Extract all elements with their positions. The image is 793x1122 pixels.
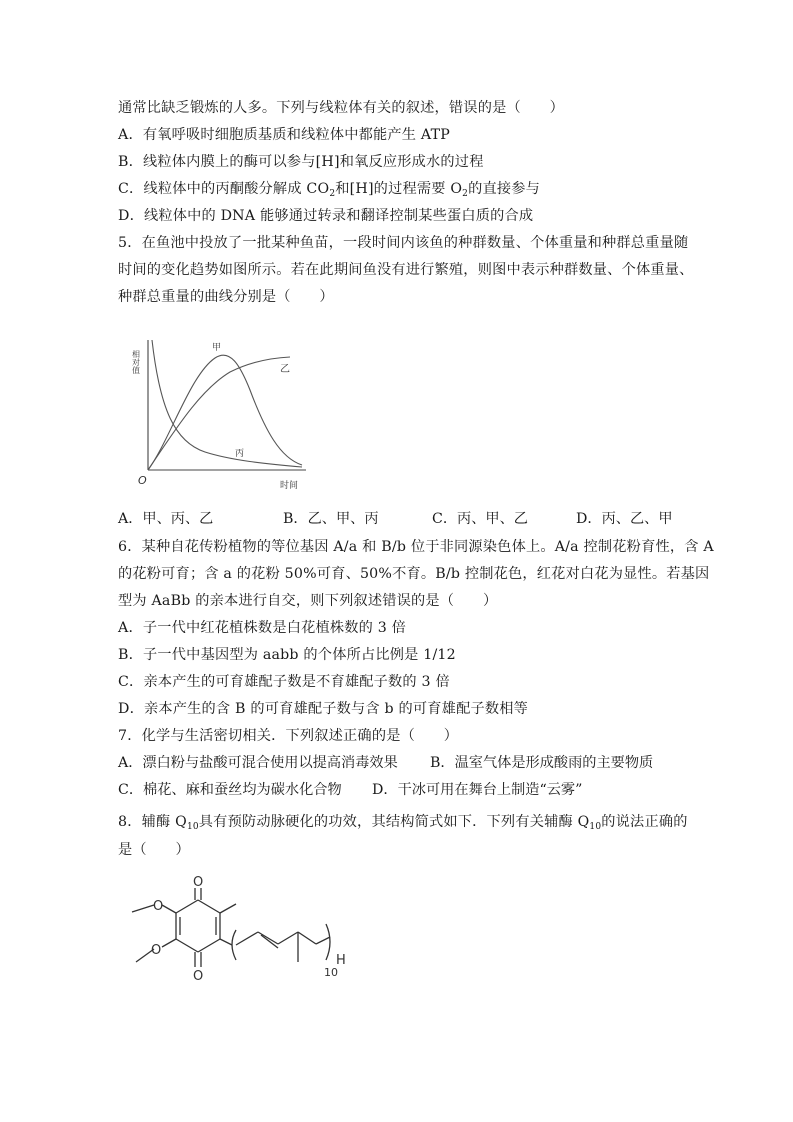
q5-label-yi: 乙 [280, 364, 290, 375]
q8-stem-line1: 8．辅酶 $Q_{10}$具有预防动脉硬化的功效，其结构简式如下．下列有关辅酶 $Q_{10}$的说法正确的 [118, 814, 688, 832]
q5-option-a: A．甲、丙、乙 [118, 511, 214, 527]
q8-atom-o-top: O [193, 875, 204, 890]
q4-option-a: A．有氧呼吸时细胞质基质和线粒体中都能产生 ATP [118, 127, 450, 143]
q6-stem-line1: 6．某种自花传粉植物的等位基因 A/a 和 B/b 位于非同源染色体上。A/a 控制花粉育性，含 A [118, 539, 714, 555]
q7-option-a: A．漂白粉与盐酸可混合使用以提高消毒效果 [118, 755, 398, 771]
q6-option-d: D．亲本产生的含 B 的可育雄配子数与含 b 的可育雄配子数相等 [118, 701, 529, 717]
q7-option-b: B．温室气体是形成酸雨的主要物质 [430, 755, 654, 771]
q5-option-b: B．乙、甲、丙 [283, 511, 379, 527]
q5-stem-line1: 5．在鱼池中投放了一批某种鱼苗，一段时间内该鱼的种群数量、个体重量和种群总重量随 [118, 235, 689, 251]
q4-stem-tail: 通常比缺乏锻炼的人多。下列与线粒体有关的叙述，错误的是（ ） [118, 100, 565, 116]
q5-stem-line3: 种群总重量的曲线分别是（ ） [118, 289, 334, 305]
q7-stem: 7．化学与生活密切相关．下列叙述正确的是（ ） [118, 728, 459, 744]
q5-origin-label: O [138, 474, 147, 487]
q7-option-c: C．棉花、麻和蚕丝均为碳水化合物 [118, 782, 342, 798]
q5-stem-line2: 时间的变化趋势如图所示。若在此期间鱼没有进行繁殖，则图中表示种群数量、个体重量、 [118, 262, 694, 278]
q5-option-c: C．丙、甲、乙 [432, 511, 528, 527]
q6-stem-line2: 的花粉可育；含 a 的花粉 50%可育、50%不育。B/b 控制花色，红花对白花为显性。若基因 [118, 566, 710, 582]
q5-label-jia: 甲 [212, 343, 222, 353]
q5-option-d: D．丙、乙、甲 [576, 511, 673, 527]
q5-y-label: 相对值 [131, 350, 141, 374]
q8-atom-o-methoxy-top: O [153, 899, 164, 914]
q5-label-bing: 丙 [235, 449, 245, 459]
q8-atom-o-methoxy-bottom: O [151, 943, 162, 958]
q4-option-d: D．线粒体中的 DNA 能够通过转录和翻译控制某些蛋白质的合成 [118, 208, 534, 224]
q6-stem-line3: 型为 AaBb 的亲本进行自交，则下列叙述错误的是（ ） [118, 593, 498, 609]
q6-option-a: A．子一代中红花植株数是白花植株数的 3 倍 [118, 620, 407, 636]
q8-repeat-count: 10 [324, 966, 338, 979]
q5-figure [130, 330, 320, 495]
q5-curve-jia [148, 355, 302, 470]
q8-atom-h: H [336, 953, 346, 968]
q4-option-b: B．线粒体内膜上的酶可以参与[H]和氧反应形成水的过程 [118, 154, 484, 170]
q8-stem-line2: 是（ ） [118, 842, 190, 858]
q5-curve-yi [148, 357, 290, 470]
q6-option-b: B．子一代中基因型为 aabb 的个体所占比例是 1/12 [118, 647, 456, 663]
q4-option-c: C．线粒体中的丙酮酸分解成 $CO_2$和[H]的过程需要 $O_2$的直接参与 [118, 181, 541, 199]
q6-option-c: C．亲本产生的可育雄配子数是不育雄配子数的 3 倍 [118, 674, 450, 690]
q8-atom-o-bottom: O [193, 969, 204, 984]
q8-structure [118, 872, 368, 1002]
q7-option-d: D．干冰可用在舞台上制造“云雾” [372, 782, 583, 798]
q5-x-label: 时间 [280, 481, 299, 491]
